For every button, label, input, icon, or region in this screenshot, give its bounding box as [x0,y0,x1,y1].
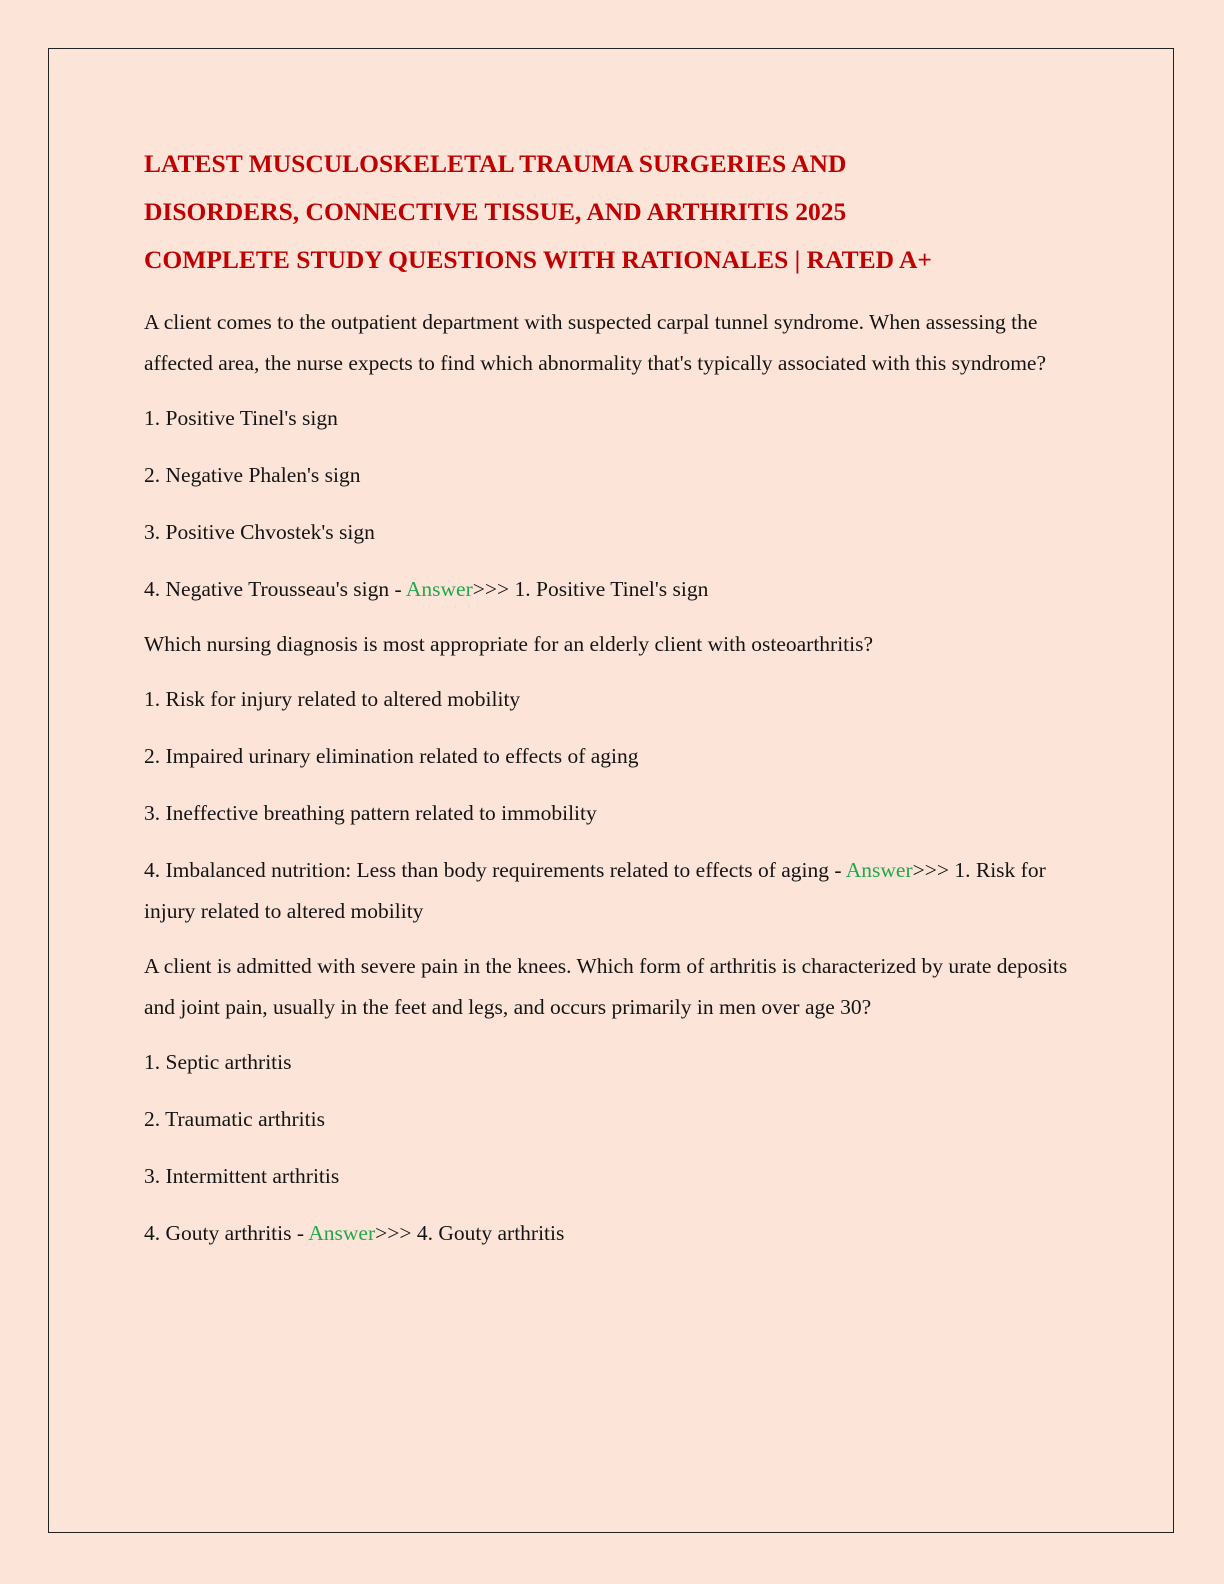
answer-option: 3. Intermittent arthritis [144,1164,340,1188]
answer-label: Answer [845,858,913,882]
answer-option-text: 4. Negative Trousseau's sign - [144,577,406,601]
answer-key: >>> 4. Gouty arthritis [375,1221,565,1245]
answer-option: 2. Impaired urinary elimination related to effects of aging [144,744,639,768]
question-text: A client comes to the outpatient department with suspected carpal tunnel syndrome. When assessing the affected area, the nurse expects to find which abnormality that's typically associated with this syndrome? [144,310,1047,375]
document-content [144,140,1084,1268]
title-line: COMPLETE STUDY QUESTIONS WITH RATIONALES | RATED A+ [144,245,932,274]
answer-option: 1. Septic arthritis [144,1050,292,1074]
answer-label: Answer [405,577,473,601]
answer-option: 2. Traumatic arthritis [144,1107,325,1131]
answer-option-text: 4. Gouty arthritis - [144,1221,309,1245]
title-line: DISORDERS, CONNECTIVE TISSUE, AND ARTHRITIS 2025 [144,197,847,226]
answer-label: Answer [308,1221,376,1245]
answer-option-text: 4. Imbalanced nutrition: Less than body requirements related to effects of aging - [144,858,846,882]
answer-option-with-key [144,850,1084,932]
answer-option: 1. Positive Tinel's sign [144,406,338,430]
answer-option: 3. Positive Chvostek's sign [144,520,375,544]
answer-option: 1. Risk for injury related to altered mobility [144,687,521,711]
question-text: Which nursing diagnosis is most appropriate for an elderly client with osteoarthritis? [144,632,874,656]
answer-option: 3. Ineffective breathing pattern related to immobility [144,801,597,825]
answer-option: 2. Negative Phalen's sign [144,463,361,487]
answer-key: >>> 1. Positive Tinel's sign [472,577,709,601]
document-title [144,140,1084,284]
answer-option-with-key [144,1213,1084,1254]
title-line: LATEST MUSCULOSKELETAL TRAUMA SURGERIES AND [144,149,847,178]
answer-key: >>> 1. Risk for injury related to altered mobility [144,858,1046,923]
question-text: A client is admitted with severe pain in the knees. Which form of arthritis is characterized by urate deposits and joint pain, usually in the feet and legs, and occurs primarily in men over age 30? [144,954,1068,1019]
answer-option-with-key [144,569,1084,610]
